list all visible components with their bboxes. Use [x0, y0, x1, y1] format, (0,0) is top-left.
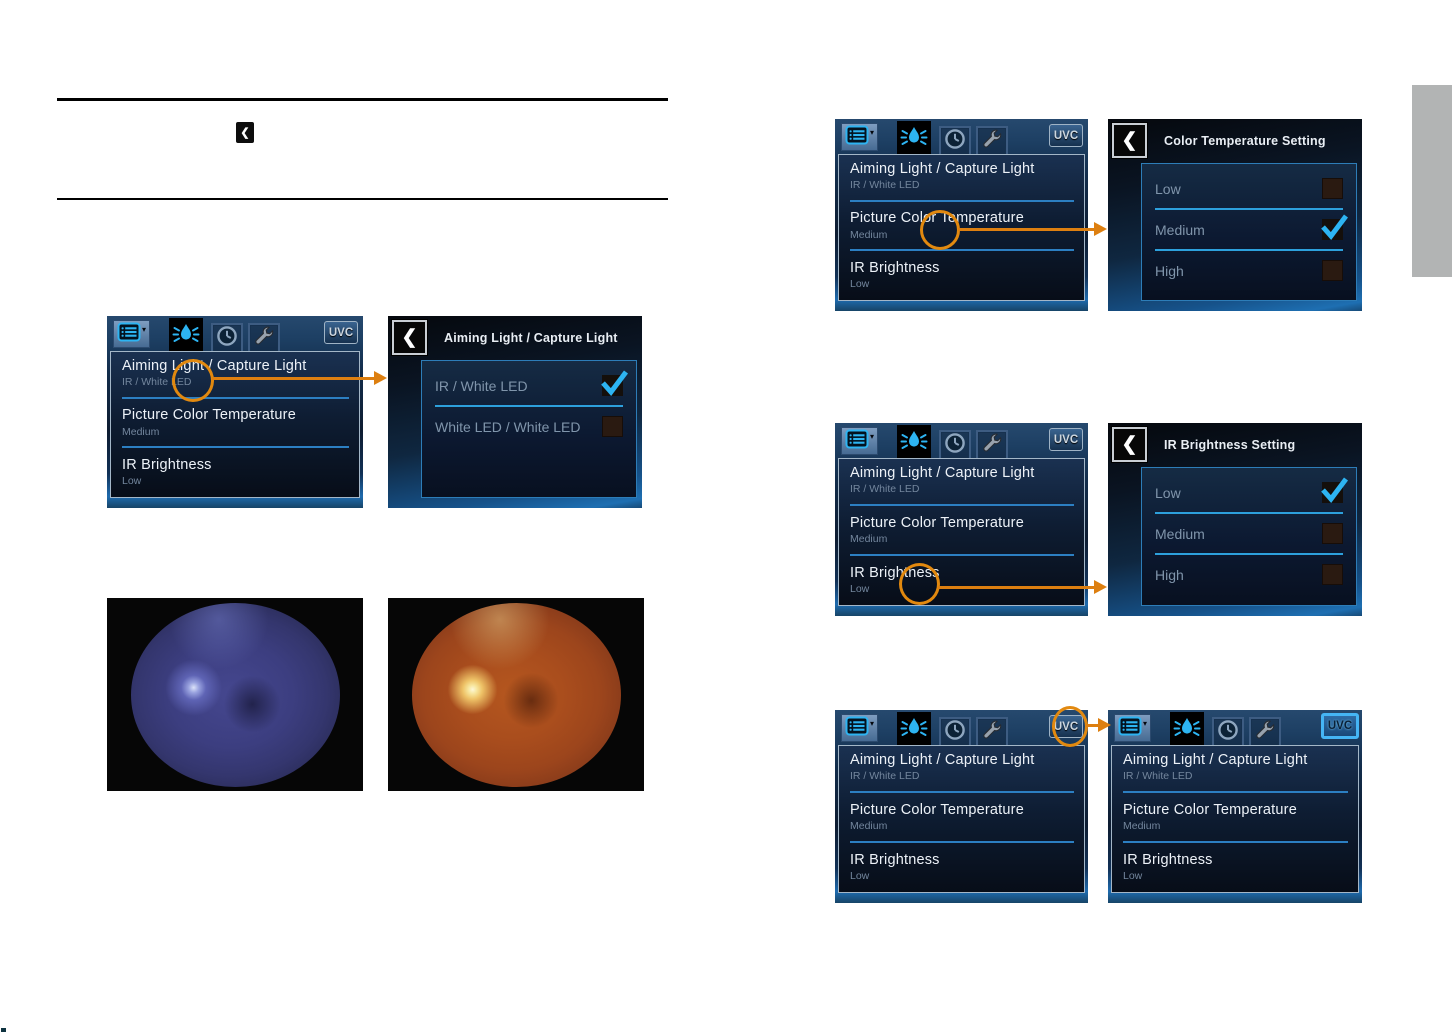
uvc-button[interactable]: UVC [1321, 713, 1359, 739]
settings-item-aiming-light-capture-light[interactable] [850, 161, 1074, 191]
option-label: High [1155, 262, 1184, 279]
list-divider [1123, 791, 1348, 793]
detail-panel-title: Aiming Light / Capture Light [444, 331, 618, 345]
device-settings-panel [1108, 710, 1362, 903]
clock-icon [215, 324, 239, 353]
clock-icon [943, 431, 967, 460]
checkbox-unchecked[interactable] [1322, 564, 1343, 585]
device-settings-panel [107, 316, 363, 508]
settings-panel-uvc-source [835, 710, 1088, 903]
uvc-button[interactable]: UVC [1049, 124, 1083, 147]
annotation-arrowhead-uvc [1098, 718, 1111, 732]
back-button[interactable] [392, 320, 427, 355]
settings-list [1111, 745, 1359, 893]
tab-illumination[interactable] [1170, 712, 1204, 749]
settings-item-aiming-light-capture-light[interactable] [850, 752, 1074, 782]
detail-panel-title: Color Temperature Setting [1164, 134, 1326, 148]
dropdown-arrow-icon: ▾ [870, 719, 875, 728]
option-row-high[interactable] [1155, 251, 1343, 290]
tab-illumination[interactable] [897, 425, 931, 462]
settings-item-value: Low [850, 277, 870, 290]
settings-item-aiming-light-capture-light[interactable] [850, 465, 1074, 495]
list-divider [850, 841, 1074, 843]
wrench-icon [1253, 718, 1277, 747]
settings-item-value: IR / White LED [850, 179, 920, 192]
dropdown-arrow-icon: ▾ [870, 432, 875, 441]
uvc-button[interactable]: UVC [1049, 428, 1083, 451]
checkbox-checked[interactable] [602, 375, 623, 396]
option-row-low[interactable] [1155, 473, 1343, 512]
settings-item-label: Aiming Light / Capture Light [850, 465, 1035, 481]
settings-item-ir-brightness[interactable] [1123, 852, 1348, 882]
detail-panel-title: IR Brightness Setting [1164, 438, 1296, 452]
list-divider [850, 791, 1074, 793]
settings-item-value: IR / White LED [1123, 770, 1193, 783]
menu-button[interactable] [113, 320, 150, 348]
list-menu-icon [845, 716, 869, 741]
settings-item-ir-brightness[interactable] [122, 457, 349, 487]
annotation-arrowhead-irbright [1094, 580, 1107, 594]
fundus-image-infrared [107, 598, 363, 791]
option-row-high[interactable] [1155, 555, 1343, 594]
back-button[interactable] [1112, 427, 1147, 462]
settings-item-picture-color-temperature[interactable] [1123, 802, 1348, 832]
list-menu-icon [845, 125, 869, 150]
settings-item-picture-color-temperature[interactable] [850, 515, 1074, 545]
fundus-ir-eye [131, 603, 340, 787]
light-icon [1173, 715, 1201, 746]
settings-panel-aiming-source [107, 316, 363, 508]
tab-illumination[interactable] [169, 318, 203, 355]
checkbox-checked[interactable] [1322, 219, 1343, 240]
settings-item-picture-color-temperature[interactable] [122, 407, 349, 437]
menu-button[interactable] [841, 123, 878, 151]
checkbox-unchecked[interactable] [1322, 523, 1343, 544]
annotation-arrowhead-aiming [374, 371, 387, 385]
option-label: IR / White LED [435, 377, 528, 394]
checkbox-unchecked[interactable] [1322, 178, 1343, 199]
wrench-icon [980, 127, 1004, 156]
annotation-arrow-aiming [212, 377, 375, 380]
list-menu-icon [1118, 716, 1142, 741]
annotation-circle-colortemp [920, 210, 960, 250]
tab-maintenance[interactable] [1249, 717, 1281, 748]
annotation-arrow-irbright [938, 586, 1095, 589]
menu-button[interactable] [841, 427, 878, 455]
tab-maintenance[interactable] [976, 126, 1008, 157]
settings-item-label: Picture Color Temperature [1123, 801, 1297, 818]
settings-item-value: Low [1123, 869, 1143, 882]
settings-item-value: Medium [122, 425, 160, 438]
option-label: Medium [1155, 525, 1205, 542]
list-divider [850, 554, 1074, 556]
light-icon [172, 321, 200, 352]
annotation-circle-uvc [1052, 706, 1088, 747]
settings-list [838, 458, 1085, 606]
list-divider [1123, 841, 1348, 843]
annotation-circle-aiming [172, 359, 214, 402]
tab-timer[interactable] [211, 323, 243, 354]
settings-item-label: IR Brightness [1123, 851, 1213, 868]
list-divider [850, 200, 1074, 202]
settings-panel-uvc-active [1108, 710, 1362, 903]
settings-item-value: Medium [850, 820, 888, 833]
tab-illumination[interactable] [897, 121, 931, 158]
fundus-image-color [388, 598, 644, 791]
back-icon: ❮ [401, 327, 418, 348]
list-menu-icon [117, 322, 141, 347]
wrench-icon [252, 324, 276, 353]
clock-icon [943, 127, 967, 156]
wrench-icon [980, 431, 1004, 460]
header-rule-bottom [57, 198, 668, 200]
settings-item-value: Low [850, 582, 870, 595]
detail-panel-aiming-light [388, 316, 642, 508]
settings-item-value: Medium [850, 228, 888, 241]
option-row-medium[interactable] [1155, 514, 1343, 553]
options-box [1141, 163, 1357, 301]
device-settings-panel [835, 119, 1088, 311]
wrench-icon [980, 718, 1004, 747]
tab-illumination[interactable] [897, 712, 931, 749]
settings-item-label: Picture Color Temperature [850, 210, 1024, 227]
options-box [1141, 467, 1357, 606]
detail-panel-color-temperature [1108, 119, 1362, 311]
option-label: Low [1155, 180, 1181, 197]
settings-item-ir-brightness[interactable] [850, 565, 1074, 595]
settings-item-label: Aiming Light / Capture Light [850, 752, 1035, 768]
option-label: White LED / White LED [435, 418, 581, 435]
settings-item-value: Medium [850, 533, 888, 546]
checkbox-checked[interactable] [1322, 482, 1343, 503]
annotation-arrowhead-colortemp [1094, 222, 1107, 236]
tab-timer[interactable] [939, 126, 971, 157]
settings-item-ir-brightness[interactable] [850, 852, 1074, 882]
settings-item-picture-color-temperature[interactable] [850, 210, 1074, 240]
settings-item-aiming-light-capture-light[interactable] [1123, 752, 1348, 782]
page-edge-tab [1412, 85, 1452, 277]
settings-item-label: Aiming Light / Capture Light [1123, 752, 1308, 768]
option-row-low[interactable] [1155, 169, 1343, 208]
setting-detail-panel [1108, 119, 1362, 311]
page-artifact-dot [1, 1028, 6, 1032]
settings-item-picture-color-temperature[interactable] [850, 802, 1074, 832]
checkbox-unchecked[interactable] [602, 416, 623, 437]
light-icon [900, 715, 928, 746]
setting-detail-panel [388, 316, 642, 508]
tab-maintenance[interactable] [248, 323, 280, 354]
list-menu-icon [845, 429, 869, 454]
tab-timer[interactable] [939, 717, 971, 748]
dropdown-arrow-icon: ▾ [142, 325, 147, 334]
tab-timer[interactable] [939, 430, 971, 461]
uvc-button[interactable]: UVC [324, 321, 358, 344]
list-divider [850, 504, 1074, 506]
option-row-white-led-white-led[interactable] [435, 407, 623, 446]
tab-maintenance[interactable] [976, 430, 1008, 461]
settings-list [110, 351, 360, 498]
menu-button[interactable] [841, 714, 878, 742]
setting-detail-panel [1108, 423, 1362, 616]
list-divider [122, 446, 349, 448]
menu-button[interactable] [1114, 714, 1151, 742]
list-divider [122, 397, 349, 399]
settings-item-label: Picture Color Temperature [850, 801, 1024, 818]
option-row-ir-white-led[interactable] [435, 366, 623, 405]
options-box [421, 360, 637, 498]
settings-item-label: IR Brightness [850, 259, 940, 276]
fundus-color-eye [412, 603, 621, 787]
settings-item-label: Picture Color Temperature [122, 407, 296, 424]
back-icon: ❮ [1121, 434, 1138, 455]
settings-item-value: IR / White LED [850, 770, 920, 783]
checkbox-unchecked[interactable] [1322, 260, 1343, 281]
option-row-medium[interactable] [1155, 210, 1343, 249]
settings-item-value: IR / White LED [122, 376, 192, 389]
clock-icon [943, 718, 967, 747]
dropdown-arrow-icon: ▾ [1143, 719, 1148, 728]
option-label: Medium [1155, 221, 1205, 238]
settings-item-label: IR Brightness [850, 851, 940, 868]
back-icon: ❮ [1121, 130, 1138, 151]
settings-item-ir-brightness[interactable] [850, 260, 1074, 290]
settings-item-aiming-light-capture-light[interactable] [122, 358, 349, 388]
device-settings-panel [835, 710, 1088, 903]
annotation-circle-irbright [899, 563, 940, 605]
option-label: High [1155, 566, 1184, 583]
settings-item-label: Picture Color Temperature [850, 514, 1024, 531]
header-rule-top [57, 98, 668, 101]
tab-timer[interactable] [1212, 717, 1244, 748]
settings-item-value: Low [850, 869, 870, 882]
settings-item-label: IR Brightness [122, 456, 212, 473]
settings-item-label: Aiming Light / Capture Light [850, 161, 1035, 177]
option-label: Low [1155, 484, 1181, 501]
settings-panel-colortemp-source [835, 119, 1088, 311]
settings-item-label: Aiming Light / Capture Light [122, 358, 307, 374]
annotation-arrow-colortemp [958, 228, 1095, 231]
dropdown-arrow-icon: ▾ [870, 128, 875, 137]
inline-back-button-icon[interactable]: ❮ [236, 122, 254, 143]
settings-list [838, 745, 1085, 893]
list-divider [850, 249, 1074, 251]
detail-panel-ir-brightness [1108, 423, 1362, 616]
back-button[interactable] [1112, 123, 1147, 158]
clock-icon [1216, 718, 1240, 747]
uvc-button[interactable]: UVC [1049, 715, 1083, 738]
tab-maintenance[interactable] [976, 717, 1008, 748]
settings-item-value: Low [122, 474, 142, 487]
settings-item-value: IR / White LED [850, 483, 920, 496]
settings-item-label: IR Brightness [850, 564, 940, 581]
light-icon [900, 124, 928, 155]
light-icon [900, 428, 928, 459]
settings-item-value: Medium [1123, 820, 1161, 833]
